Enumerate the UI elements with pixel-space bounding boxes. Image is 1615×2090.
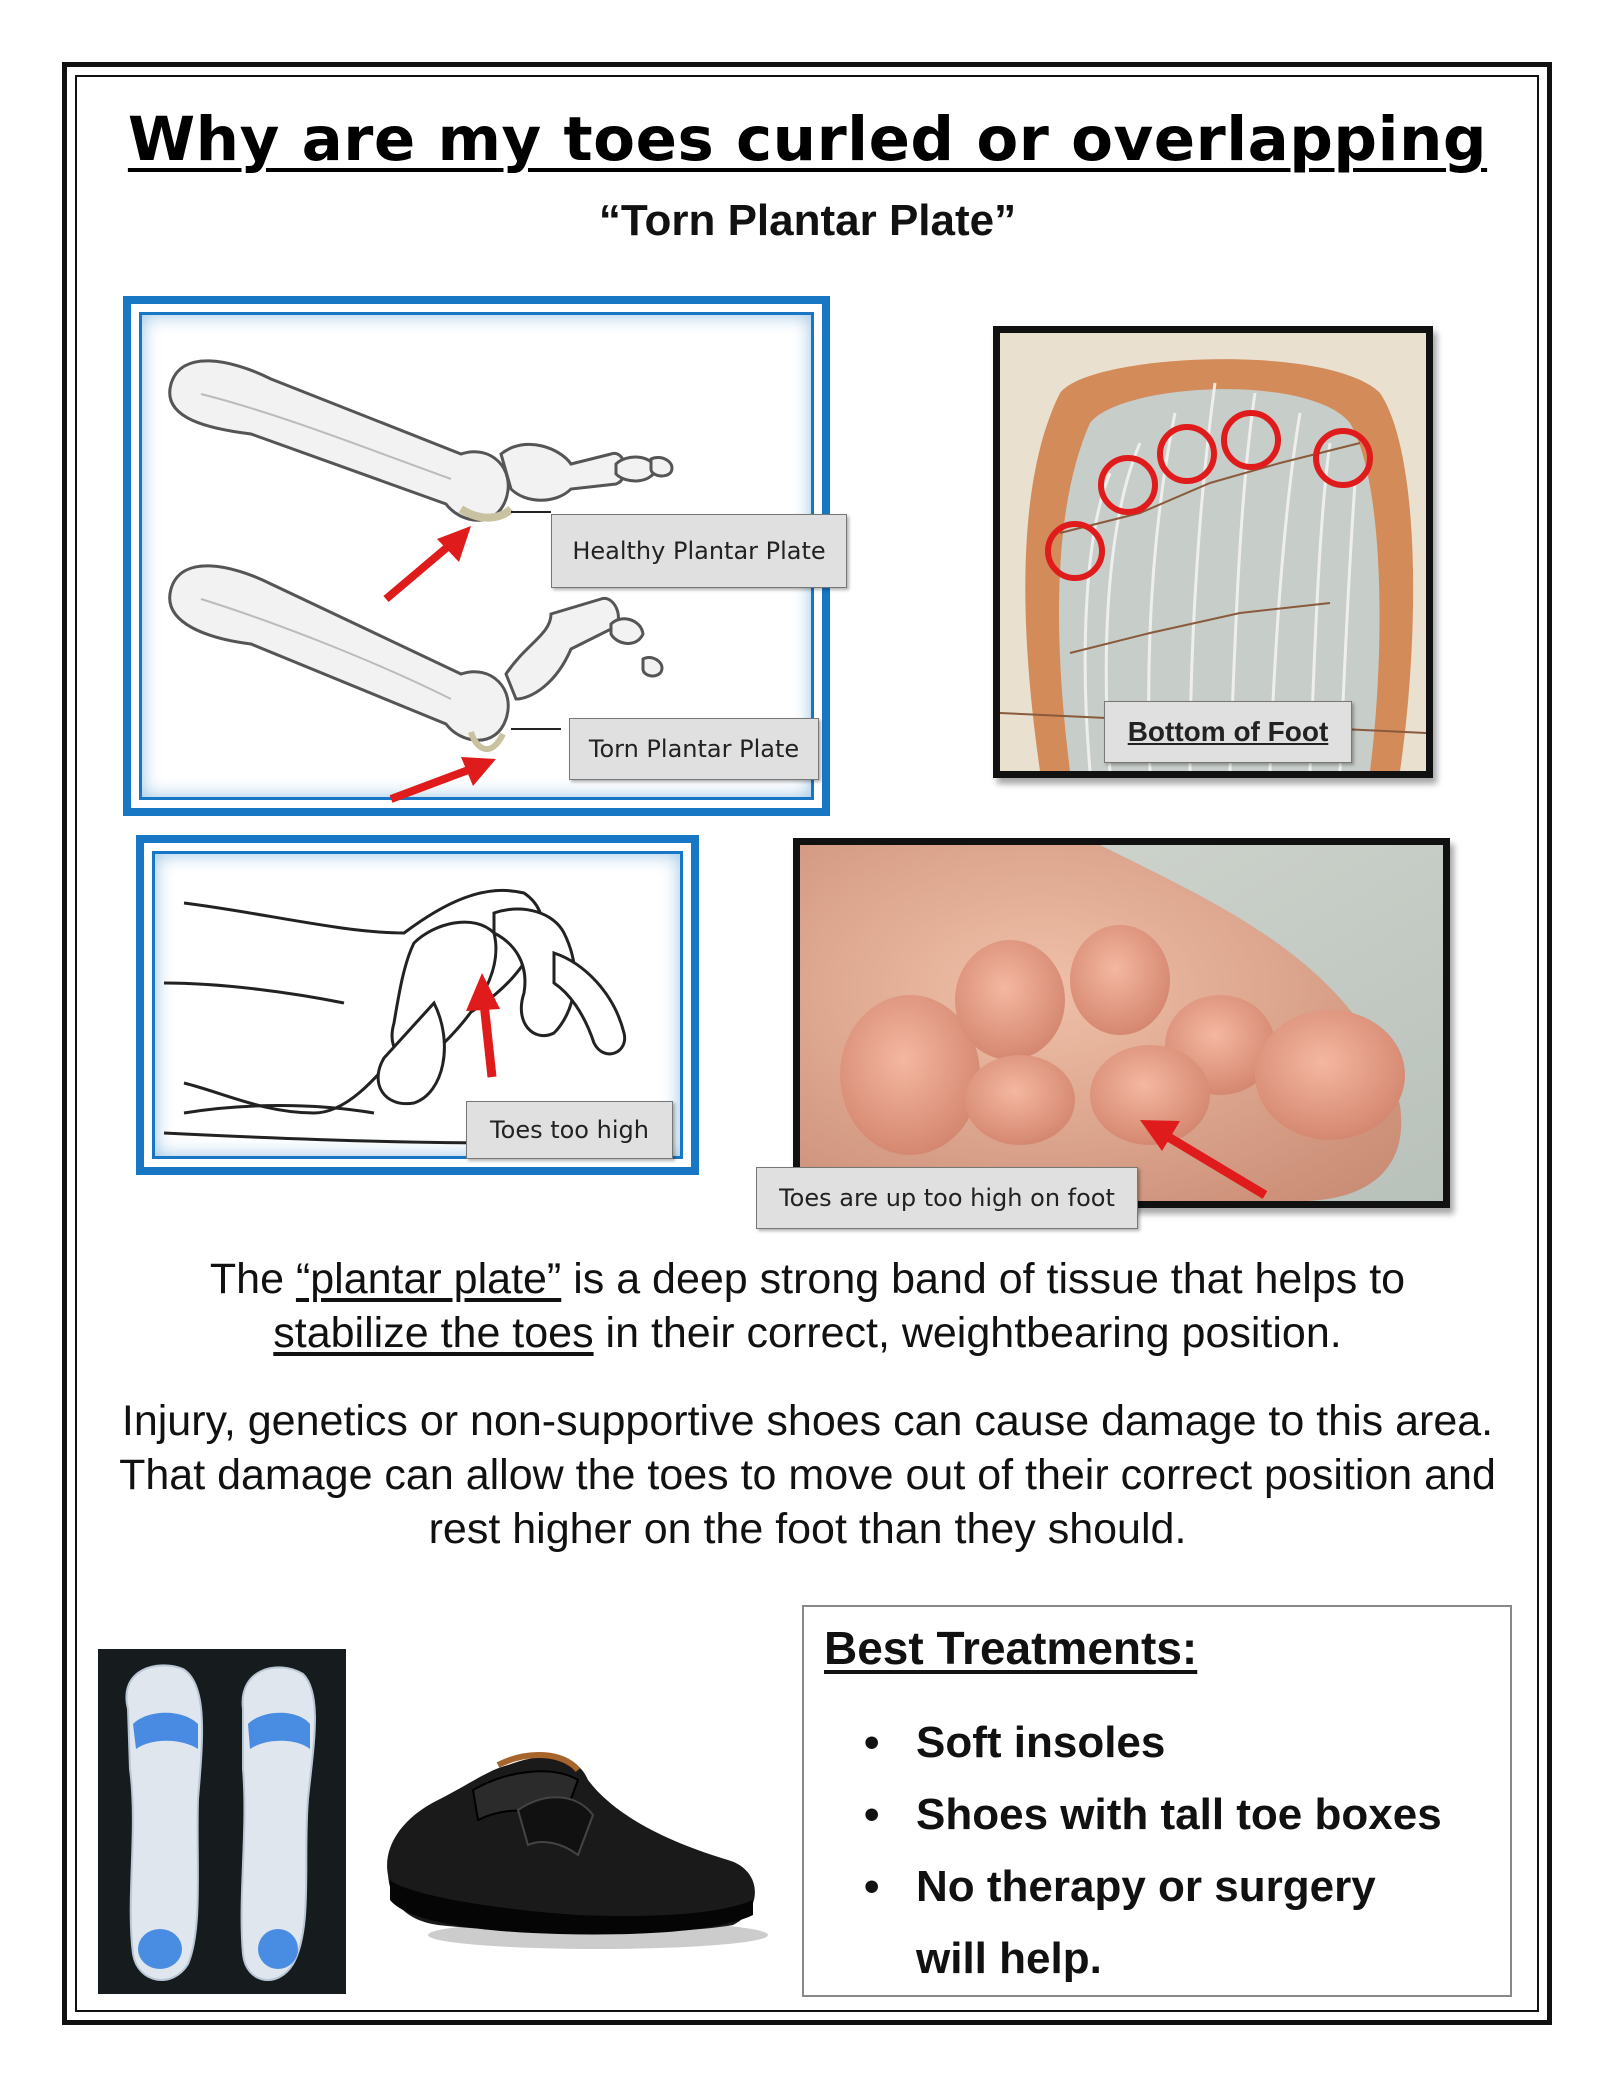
treatment-item [864,1851,1416,1995]
plantar-plate-term: “plantar plate” [295,1255,562,1303]
toes-too-high-diagram [136,835,699,1175]
treatments-list [864,1707,1442,1995]
para1-text-b: is a deep strong band of tissue that helps to [561,1255,1406,1303]
plantar-plate-description [90,1252,1525,1360]
bottom-of-foot-label: Bottom of Foot [1104,701,1352,763]
plantar-plate-diagram [123,296,830,816]
para1-text-c: in their correct, weightbearing position. [593,1309,1342,1357]
healthy-plantar-plate-label: Healthy Plantar Plate [551,514,847,588]
toes-too-high-label: Toes too high [466,1101,673,1159]
treatment-item: • Soft insoles [864,1707,1442,1779]
damage-description: Injury, genetics or non-supportive shoes can cause damage to this area. That damage can allow the toes to move out of their correct position and rest higher on the foot than they should. [119,1397,1496,1553]
toes-photo-illustration [800,845,1443,1201]
page-title: Why are my toes curled or overlapping [127,104,1488,175]
treatment-item: • Shoes with tall toe boxes [864,1779,1442,1851]
page-subtitle: “Torn Plantar Plate” [598,196,1017,245]
torn-plantar-plate-label: Torn Plantar Plate [569,718,819,780]
toes-photo [793,838,1450,1208]
insoles-illustration [98,1649,346,1994]
best-treatments-box [802,1605,1512,1997]
shoe-illustration [378,1710,768,1960]
foot-anatomy-image [993,326,1433,778]
toes-up-high-label: Toes are up too high on foot [756,1167,1138,1229]
treatment-item-text: No therapy or surgery will help. [916,1862,1376,1983]
stabilize-toes-term: stabilize the toes [273,1309,594,1357]
best-treatments-title: Best Treatments: [824,1622,1198,1674]
para1-text-a: The [209,1255,296,1303]
insoles-image [98,1649,346,1994]
shoe-image [378,1710,768,1960]
